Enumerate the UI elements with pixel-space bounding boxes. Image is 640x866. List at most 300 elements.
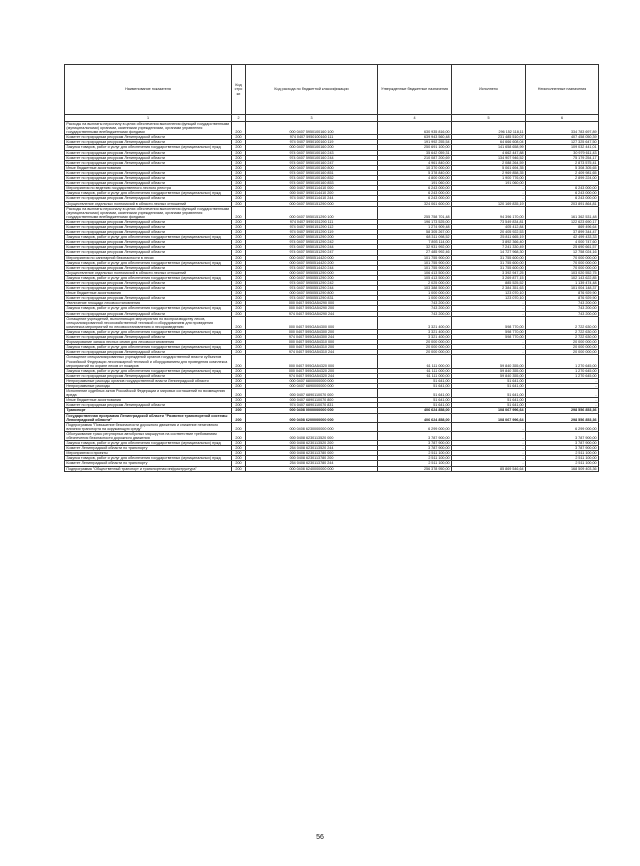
row-expense-code: 974 0407 5950100160 244 — [246, 155, 378, 160]
row-unexecuted: 2 722 630,00 — [526, 335, 599, 340]
row-approved: 256 378 950,00 — [378, 466, 452, 471]
row-unexecuted: 20 000 000,00 — [526, 350, 599, 355]
row-approved: 7 893 114,00 — [378, 240, 452, 245]
row-unexecuted: - — [526, 398, 599, 403]
row-unexecuted: 407 458 050,39 — [526, 135, 599, 140]
row-unexecuted: 3 787 900,00 — [526, 446, 599, 451]
row-name: Закупка товаров, работ и услуг для обеспечения государственных (муниципальных) нужд — [65, 275, 232, 280]
row-expense-code: 000 0408 6230113520 000 — [246, 431, 378, 440]
row-line-code: 200 — [232, 311, 246, 316]
row-expense-code: 974 0407 595GA54320 244 — [246, 373, 378, 378]
row-line-code: 200 — [232, 329, 246, 334]
row-line-code: 200 — [232, 461, 246, 466]
row-line-code: 200 — [232, 291, 246, 296]
row-approved: 51 641,00 — [378, 389, 452, 398]
row-executed: - — [452, 350, 526, 355]
table-row — [65, 219, 599, 224]
row-approved: 35 642 059,31 — [378, 150, 452, 155]
row-expense-code: 000 0408 0000000000 000 — [246, 408, 378, 413]
row-unexecuted: 1 139 474,48 — [526, 281, 599, 286]
row-unexecuted: - — [526, 383, 599, 388]
row-approved: 51 641,00 — [378, 378, 452, 383]
row-unexecuted: 869 496,64 — [526, 224, 599, 229]
row-name: Государственная программа Ленинградской области "Развитие транспортной системы Ленинградской области" — [65, 413, 232, 422]
row-line-code: 200 — [232, 176, 246, 181]
row-unexecuted: - — [526, 403, 599, 408]
row-name: Непрограммные расходы — [65, 383, 232, 388]
row-unexecuted: 2 899 224,00 — [526, 176, 599, 181]
row-line-code: 200 — [232, 383, 246, 388]
row-name: Закупка товаров, работ и услуг для обеспечения государственных (муниципальных) нужд — [65, 306, 232, 311]
row-approved: 324 061 600,00 — [378, 201, 452, 206]
row-unexecuted: - — [526, 181, 599, 186]
row-approved: 101 755 900,00 — [378, 265, 452, 270]
row-name: Исполнение судебных актов Российской Федерации и мировых соглашений по возмещению вреда — [65, 389, 232, 398]
table-row — [65, 286, 599, 291]
table-row — [65, 403, 599, 408]
row-unexecuted: - — [526, 389, 599, 398]
row-name: Комитет Ленинградской области по транспорту — [65, 461, 232, 466]
table-row — [65, 135, 599, 140]
row-unexecuted: 70 000 000,00 — [526, 260, 599, 265]
table-row — [65, 160, 599, 165]
row-unexecuted: 3 787 900,00 — [526, 441, 599, 446]
budget-execution-table — [64, 64, 599, 472]
column-index: 6 — [526, 115, 599, 122]
row-name: Комитет по природным ресурсам Ленинградской области — [65, 350, 232, 355]
table-row — [65, 235, 599, 240]
header-expense-code: Код расхода по бюджетной классификации — [246, 65, 378, 115]
row-expense-code: 000 0407 595GA54290 200 — [246, 306, 378, 311]
row-unexecuted: 203 891 864,81 — [526, 201, 599, 206]
row-approved: 743 200,00 — [378, 301, 452, 306]
row-name: Расходы на выплаты персоналу в целях обеспечения выполнения функций государственными (муниципальными) органами, казенными учреждениями, органами управления государственными внебюджетными фондами — [65, 122, 232, 135]
row-approved: 2 511 100,00 — [378, 451, 452, 456]
row-expense-code: 000 0407 6890000000 000 — [246, 383, 378, 388]
table-row — [65, 145, 599, 150]
row-expense-code: 974 0407 5950551290 242 — [246, 281, 378, 286]
row-expense-code: 000 0407 6890110070 800 — [246, 398, 378, 403]
row-line-code: 200 — [232, 170, 246, 175]
row-name: Комитет по природным ресурсам Ленинградской области — [65, 265, 232, 270]
row-expense-code: 000 0408 6200000000 000 — [246, 413, 378, 422]
row-approved: 6 299 000,00 — [378, 422, 452, 431]
row-approved: 4 800 000,00 — [378, 176, 452, 181]
row-line-code: 200 — [232, 316, 246, 329]
row-line-code: 200 — [232, 260, 246, 265]
row-expense-code: 974 0407 595GA54300 244 — [246, 335, 378, 340]
row-line-code: 200 — [232, 235, 246, 240]
row-approved: 68 311 098,52 — [378, 235, 452, 240]
row-executed: 2 384 351,63 — [452, 286, 526, 291]
row-approved: 106 413 500,00 — [378, 270, 452, 275]
row-unexecuted: 1 270 645,00 — [526, 373, 599, 378]
row-approved: 61 111 000,00 — [378, 368, 452, 373]
row-approved: 51 641,00 — [378, 383, 452, 388]
row-approved: 10 370 000,00 — [378, 165, 452, 170]
row-expense-code: 974 0407 5950151290 112 — [246, 224, 378, 229]
table-row — [65, 230, 599, 235]
row-expense-code: 000 0407 5950551290 800 — [246, 291, 378, 296]
row-approved: 20 000 000,00 — [378, 340, 452, 345]
row-unexecuted: 2 722 630,00 — [526, 316, 599, 329]
row-executed: 51 641,00 — [452, 389, 526, 398]
row-executed: 14 727 968,30 — [452, 250, 526, 255]
row-executed: 3 392 947,25 — [452, 270, 526, 275]
row-name: Расходы на выплаты персоналу в целях обеспечения выполнения функций государственными (муниципальными) органами, казенными учреждениями, органами управления государственными внебюджетными фондами — [65, 206, 232, 219]
table-row — [65, 250, 599, 255]
table-body — [65, 122, 599, 472]
row-line-code: 200 — [232, 206, 246, 219]
row-unexecuted: 20 000 000,00 — [526, 345, 599, 350]
table-row — [65, 296, 599, 301]
table-row — [65, 466, 599, 471]
row-name: Комитет по природным ресурсам Ленинградской области — [65, 296, 232, 301]
row-expense-code: 000 0407 5950114410 200 — [246, 191, 378, 196]
row-name: Осуществление отдельных полномочий в области лесных отношений — [65, 201, 232, 206]
row-unexecuted: 298 556 853,36 — [526, 413, 599, 422]
row-executed: 64 666 608,04 — [452, 140, 526, 145]
row-line-code: 200 — [232, 446, 246, 451]
row-approved: 6 243 000,00 — [378, 191, 452, 196]
row-expense-code: 000 0408 6230113520 200 — [246, 441, 378, 446]
row-expense-code: 000 0407 5950114410 000 — [246, 186, 378, 191]
row-executed: 598 770,00 — [452, 329, 526, 334]
row-name: Закупка товаров, работ и услуг для обеспечения государственных (муниципальных) нужд — [65, 441, 232, 446]
row-executed: 59 840 355,00 — [452, 373, 526, 378]
column-index: 1 — [65, 115, 232, 122]
row-approved: 105 413 500,00 — [378, 275, 452, 280]
row-expense-code: 974 0407 595GA54310 244 — [246, 350, 378, 355]
row-line-code: 200 — [232, 150, 246, 155]
row-approved: 406 624 858,00 — [378, 408, 452, 413]
row-approved: 250 691 100,00 — [378, 145, 452, 150]
row-line-code: 200 — [232, 286, 246, 291]
row-unexecuted: 122 623 690,17 — [526, 219, 599, 224]
table-row — [65, 206, 599, 219]
row-executed: - — [452, 301, 526, 306]
row-unexecuted: 6 299 000,00 — [526, 422, 599, 431]
column-index: 2 — [232, 115, 246, 122]
row-line-code: 200 — [232, 431, 246, 440]
row-executed: 51 641,00 — [452, 398, 526, 403]
row-unexecuted: 743 200,00 — [526, 301, 599, 306]
row-expense-code: 974 0407 595GA54290 244 — [246, 311, 378, 316]
column-index-row — [65, 115, 599, 122]
row-line-code: 200 — [232, 373, 246, 378]
row-unexecuted: 2 511 100,00 — [526, 456, 599, 461]
row-unexecuted: 109 032 441,01 — [526, 145, 599, 150]
row-name: Комитет по природным ресурсам Ленинградской области — [65, 286, 232, 291]
row-unexecuted: 42 499 433,33 — [526, 235, 599, 240]
row-executed: - — [452, 311, 526, 316]
row-line-code: 200 — [232, 265, 246, 270]
row-line-code: 200 — [232, 219, 246, 224]
header-executed: Исполнено — [452, 65, 526, 115]
row-unexecuted: 2 873 575,41 — [526, 160, 599, 165]
row-expense-code: 974 0407 5950100160 247 — [246, 160, 378, 165]
column-index: 4 — [378, 115, 452, 122]
row-name: Комитет по природным ресурсам Ленинградской области — [65, 245, 232, 250]
row-approved: 255 758 701,48 — [378, 206, 452, 219]
table-row — [65, 170, 599, 175]
row-name: Непрограммные расходы органов государственной власти Ленинградской области — [65, 378, 232, 383]
row-approved: 1 000 000,00 — [378, 291, 452, 296]
row-unexecuted: 6 243 000,00 — [526, 196, 599, 201]
row-executed: - — [452, 191, 526, 196]
row-name: Комитет по природным ресурсам Ленинградской области — [65, 224, 232, 229]
table-row — [65, 281, 599, 286]
row-approved: 103 388 500,00 — [378, 286, 452, 291]
row-name: Транспорт — [65, 408, 232, 413]
row-executed: - — [452, 446, 526, 451]
row-name: Комитет по природным ресурсам Ленинградской области — [65, 176, 232, 181]
row-line-code: 200 — [232, 340, 246, 345]
row-expense-code: 974 0407 5950151290 247 — [246, 250, 378, 255]
row-name: Комитет по природным ресурсам Ленинградской области — [65, 150, 232, 155]
table-row — [65, 422, 599, 431]
row-expense-code: 000 0407 5950100160 800 — [246, 165, 378, 170]
row-approved: 3 321 400,00 — [378, 335, 452, 340]
row-name: Оснащение учреждений, выполняющих мероприятия по воспроизводству лесов, специализированной лесохозяйственной техникой и оборудованием для проведения комплекса мероприятий по лесовосстановлению и лесоразведению — [65, 316, 232, 329]
row-line-code: 200 — [232, 165, 246, 170]
row-expense-code: 000 0408 6230113780 200 — [246, 456, 378, 461]
row-line-code: 200 — [232, 368, 246, 373]
row-approved: 27 485 992,46 — [378, 250, 452, 255]
row-line-code: 200 — [232, 466, 246, 471]
row-expense-code: 974 0407 5950114410 244 — [246, 196, 378, 201]
row-executed: 51 641,00 — [452, 403, 526, 408]
row-name: Комитет по природным ресурсам Ленинградской области — [65, 240, 232, 245]
row-unexecuted: 876 929,90 — [526, 291, 599, 296]
row-expense-code: 000 0407 5950151290 000 — [246, 201, 378, 206]
row-unexecuted: 101 004 148,37 — [526, 286, 599, 291]
row-executed: 120 169 835,19 — [452, 201, 526, 206]
row-executed: - — [452, 431, 526, 440]
row-approved: 6 243 000,00 — [378, 196, 452, 201]
row-expense-code: 974 0407 5950151290 111 — [246, 219, 378, 224]
row-executed: 1 900 776,00 — [452, 176, 526, 181]
row-unexecuted: 6 243 000,00 — [526, 186, 599, 191]
row-executed: - — [452, 345, 526, 350]
row-name: Комитет по природным ресурсам Ленинградской области — [65, 181, 232, 186]
row-expense-code: 974 0407 5950100160 852 — [246, 176, 378, 181]
row-executed: 3 892 366,40 — [452, 240, 526, 245]
row-name: Комитет Ленинградской области по транспорту — [65, 446, 232, 451]
row-line-code: 200 — [232, 122, 246, 135]
table-row — [65, 245, 599, 250]
table-row — [65, 265, 599, 270]
row-name: Комитет по природным ресурсам Ленинградской области — [65, 135, 232, 140]
row-line-code: 200 — [232, 275, 246, 280]
row-name: Оснащение специализированных учреждений органов государственной власти субъектов Российской Федерации лесопожарной техникой и оборудованием для проведения комплекса мероприятий по охране лесов от пожаров — [65, 355, 232, 368]
row-approved: 743 200,00 — [378, 311, 452, 316]
header-approved: Утвержденные бюджетные назначения — [378, 65, 452, 115]
row-approved: 2 511 100,00 — [378, 461, 452, 466]
row-expense-code: 000 0408 6230000000 000 — [246, 422, 378, 431]
table-row — [65, 240, 599, 245]
table-row — [65, 368, 599, 373]
row-name: Комитет по природным ресурсам Ленинградской области — [65, 230, 232, 235]
row-line-code: 200 — [232, 441, 246, 446]
row-unexecuted: 70 000 000,00 — [526, 265, 599, 270]
row-approved: 3 787 900,00 — [378, 446, 452, 451]
row-line-code: 200 — [232, 378, 246, 383]
table-row — [65, 140, 599, 145]
row-name: Комитет по природным ресурсам Ленинградской области — [65, 403, 232, 408]
row-expense-code: 000 0407 5950100160 200 — [246, 145, 378, 150]
row-executed: 405 412,84 — [452, 224, 526, 229]
page-number: 56 — [316, 834, 324, 841]
row-executed: 2 969 858,35 — [452, 170, 526, 175]
row-line-code: 200 — [232, 413, 246, 422]
row-approved: 3 321 400,00 — [378, 316, 452, 329]
row-executed: 2 088 264,59 — [452, 160, 526, 165]
table-row — [65, 378, 599, 383]
row-expense-code: 000 0407 595GA54310 000 — [246, 340, 378, 345]
row-unexecuted: 6 243 000,00 — [526, 191, 599, 196]
row-name: Иные бюджетные ассигнования — [65, 165, 232, 170]
table-row — [65, 201, 599, 206]
row-expense-code: 000 0407 595GA54320 200 — [246, 368, 378, 373]
row-executed: 31 755 600,00 — [452, 260, 526, 265]
row-unexecuted: 4 000 747,60 — [526, 240, 599, 245]
row-expense-code: 974 0407 5950151290 242 — [246, 240, 378, 245]
row-approved: 4 961 840,00 — [378, 160, 452, 165]
header-line-code: Код стро ки — [232, 65, 246, 115]
row-expense-code: 000 0407 595GA54320 000 — [246, 355, 378, 368]
row-line-code: 200 — [232, 306, 246, 311]
row-name: Комитет по природным ресурсам Ленинградской области — [65, 196, 232, 201]
row-name: Иные бюджетные ассигнования — [65, 398, 232, 403]
row-approved: 743 200,00 — [378, 306, 452, 311]
row-executed: - — [452, 451, 526, 456]
row-executed: - — [452, 306, 526, 311]
row-executed: 3 269 877,15 — [452, 275, 526, 280]
row-executed: 296 152 118,11 — [452, 122, 526, 135]
row-approved: 101 755 900,00 — [378, 260, 452, 265]
row-executed: 51 641,00 — [452, 383, 526, 388]
row-name: Мероприятия и проекты — [65, 451, 232, 456]
row-line-code: 200 — [232, 135, 246, 140]
table-row — [65, 335, 599, 340]
row-line-code: 200 — [232, 250, 246, 255]
table-row — [65, 122, 599, 135]
row-unexecuted: 2 409 981,65 — [526, 170, 599, 175]
row-expense-code: 000 0407 595GA54310 200 — [246, 345, 378, 350]
header-unexecuted: Неисполненные назначения — [526, 65, 599, 115]
row-approved: 196 173 525,00 — [378, 219, 452, 224]
row-name: Обслуживание трасс регулярных автобусных маршрутов на соответствие требованиям обеспечения безопасности дорожного движения — [65, 431, 232, 440]
row-line-code: 200 — [232, 186, 246, 191]
row-executed: 7 241 330,49 — [452, 245, 526, 250]
row-name: Закупка товаров, работ и услуг для обеспечения государственных (муниципальных) нужд — [65, 368, 232, 373]
row-executed: 59 840 355,00 — [452, 368, 526, 373]
row-name: Комитет по природным ресурсам Ленинградской области — [65, 250, 232, 255]
row-line-code: 200 — [232, 181, 246, 186]
row-line-code: 200 — [232, 398, 246, 403]
row-executed: 25 811 665,19 — [452, 235, 526, 240]
row-line-code: 200 — [232, 201, 246, 206]
row-executed: 108 067 996,64 — [452, 413, 526, 422]
row-approved: 51 641,00 — [378, 403, 452, 408]
table-row — [65, 150, 599, 155]
row-line-code: 200 — [232, 224, 246, 229]
row-line-code: 200 — [232, 389, 246, 398]
row-unexecuted: 25 690 661,57 — [526, 245, 599, 250]
row-expense-code: 000 0407 6890110070 000 — [246, 389, 378, 398]
row-name: Комитет по природным ресурсам Ленинградской области — [65, 170, 232, 175]
row-executed: 141 658 658,99 — [452, 145, 526, 150]
row-expense-code: 974 0407 6890110070 831 — [246, 403, 378, 408]
row-name: Закупка товаров, работ и услуг для обеспечения государственных (муниципальных) нужд — [65, 329, 232, 334]
row-executed: - — [452, 456, 526, 461]
row-executed: 123 070,10 — [452, 291, 526, 296]
row-executed: 94 396 170,00 — [452, 206, 526, 219]
row-executed: - — [452, 186, 526, 191]
row-name: Комитет по природным ресурсам Ленинградской области — [65, 281, 232, 286]
row-unexecuted: 161 362 531,48 — [526, 206, 599, 219]
row-executed: 134 907 946,52 — [452, 155, 526, 160]
row-executed: - — [452, 461, 526, 466]
row-name: Закупка товаров, работ и услуг для обеспечения государственных (муниципальных) нужд — [65, 260, 232, 265]
row-expense-code: 974 0407 5950100160 119 — [246, 140, 378, 145]
row-line-code: 200 — [232, 255, 246, 260]
row-executed: 4 662 447,88 — [452, 150, 526, 155]
row-name: Комитет по природным ресурсам Ленинградской области — [65, 335, 232, 340]
row-approved: 210 087 200,69 — [378, 155, 452, 160]
row-line-code: 200 — [232, 145, 246, 150]
row-expense-code: 000 0407 6800000000 000 — [246, 378, 378, 383]
row-unexecuted: 5 308 305,65 — [526, 165, 599, 170]
row-expense-code: 974 0407 5950514420 244 — [246, 265, 378, 270]
row-name: Увеличение площади лесовосстановления — [65, 301, 232, 306]
row-name: Комитет по природным ресурсам Ленинградской области — [65, 219, 232, 224]
row-expense-code: 974 0407 5950151290 244 — [246, 245, 378, 250]
row-executed: - — [452, 340, 526, 345]
row-unexecuted: 37 899 344,47 — [526, 230, 599, 235]
row-expense-code: 000 0408 6240000000 000 — [246, 466, 378, 471]
row-approved: 3 321 400,00 — [378, 329, 452, 334]
row-approved: 1 274 909,48 — [378, 224, 452, 229]
row-executed: - — [452, 196, 526, 201]
row-line-code: 200 — [232, 408, 246, 413]
row-name: Мероприятия по ведению государственного лесного реестра — [65, 186, 232, 191]
row-line-code: 200 — [232, 155, 246, 160]
row-approved: 61 111 000,00 — [378, 355, 452, 368]
table-row — [65, 329, 599, 334]
table-row — [65, 389, 599, 398]
row-executed: 5 061 694,35 — [452, 165, 526, 170]
row-approved: 5 378 840,00 — [378, 170, 452, 175]
table-row — [65, 155, 599, 160]
row-line-code: 200 — [232, 301, 246, 306]
row-expense-code: 000 0407 5950151290 100 — [246, 206, 378, 219]
row-unexecuted: 102 143 622,85 — [526, 275, 599, 280]
row-expense-code: 000 0407 5950551290 200 — [246, 275, 378, 280]
row-expense-code: 974 0407 5950100160 853 — [246, 181, 378, 186]
row-executed: 598 770,00 — [452, 335, 526, 340]
row-name: Закупка товаров, работ и услуг для обеспечения государственных (муниципальных) нужд — [65, 235, 232, 240]
row-executed: 73 549 834,81 — [452, 219, 526, 224]
row-line-code: 200 — [232, 191, 246, 196]
row-unexecuted: 334 783 697,89 — [526, 122, 599, 135]
row-executed: 20 405 922,53 — [452, 230, 526, 235]
row-unexecuted: 298 556 853,36 — [526, 408, 599, 413]
row-unexecuted: 127 325 647,50 — [526, 140, 599, 145]
row-line-code: 200 — [232, 296, 246, 301]
row-name: Иные бюджетные ассигнования — [65, 291, 232, 296]
